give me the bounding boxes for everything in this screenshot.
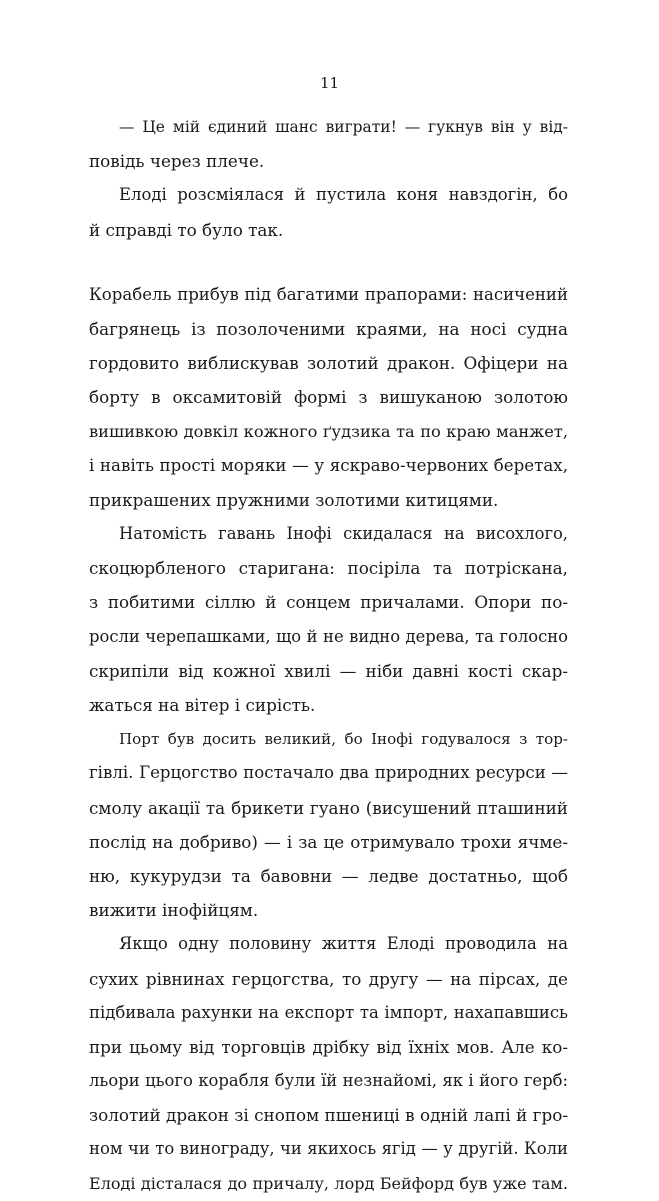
text-line: сухих рівнинах герцогства, то другу — на пірсах, де xyxy=(89,968,568,989)
text-line: борту в оксамитовій формі з вишуканою золотою xyxy=(89,387,568,408)
text-line: Порт був досить великий, бо Інофі годувалося з тор- xyxy=(119,730,568,749)
text-line: повідь через плече. xyxy=(89,151,265,172)
text-line: підбивала рахунки на експорт та імпорт, нахапавшись xyxy=(89,1002,568,1022)
text-line: скоцюрбленого старигана: посіріла та потріскана, xyxy=(89,558,568,579)
text-line: жаться на вітер і сирість. xyxy=(89,695,316,715)
text-line: гівлі. Герцогство постачало два природних ресурси — xyxy=(89,763,568,783)
text-line: Елоді дісталася до причалу, лорд Бейфорд був уже там. xyxy=(89,1173,568,1193)
text-line: гордовито виблискував золотий дракон. Офіцери на xyxy=(89,353,568,374)
text-line: багрянець із позолоченими краями, на носі судна xyxy=(89,318,568,339)
text-line: Натомість гавань Інофі скидалася на висохлого, xyxy=(119,524,568,544)
text-line: й справді то було так. xyxy=(89,219,284,240)
text-line: Корабель прибув під багатими прапорами: насичений xyxy=(89,284,568,304)
paragraph xyxy=(89,927,568,1201)
text-line: ном чи то винограду, чи якихось ягід — у другій. Коли xyxy=(89,1139,568,1159)
body-text xyxy=(89,110,568,1201)
text-line: скрипіли від кожної хвилі — ніби давні кості скар- xyxy=(89,660,568,681)
paragraph xyxy=(89,110,568,178)
paragraph xyxy=(89,178,568,246)
text-line: золотий дракон зі снопом пшениці в одній лапі й гро- xyxy=(89,1105,568,1126)
text-line: з побитими сіллю й сонцем причалами. Опори по- xyxy=(89,592,568,613)
text-line: смолу акації та брикети гуано (висушений пташиний xyxy=(89,797,568,818)
text-line: і навіть прості моряки — у яскраво-червоних беретах, xyxy=(89,455,568,475)
text-line: вишивкою довкіл кожного ґудзика та по краю манжет, xyxy=(89,421,568,441)
text-line: льори цього корабля були їй незнайомі, як і його герб: xyxy=(89,1071,568,1091)
text-line: Якщо одну половину життя Елоді проводила на xyxy=(119,934,568,954)
text-line: росли черепашками, що й не видно дерева, та голосно xyxy=(89,626,568,646)
section-break xyxy=(89,247,568,278)
text-line: — Це мій єдиний шанс виграти! — гукнув він у від- xyxy=(119,118,568,136)
text-line: прикрашених пружними золотими китицями. xyxy=(89,489,499,510)
page-number: 11 xyxy=(319,74,340,92)
text-line: послід на добриво) — і за це отримувало трохи ячме- xyxy=(89,831,568,852)
text-line: ню, кукурудзи та бавовни — ледве достатньо, щоб xyxy=(89,865,568,886)
paragraph xyxy=(89,517,568,722)
paragraph xyxy=(89,278,568,517)
text-line: Елоді розсміялася й пустила коня навздогін, бо xyxy=(119,185,568,205)
text-line: вижити інофійцям. xyxy=(89,900,259,921)
paragraph xyxy=(89,722,568,927)
text-line: при цьому від торговців дрібку від їхніх мов. Але ко- xyxy=(89,1036,568,1057)
